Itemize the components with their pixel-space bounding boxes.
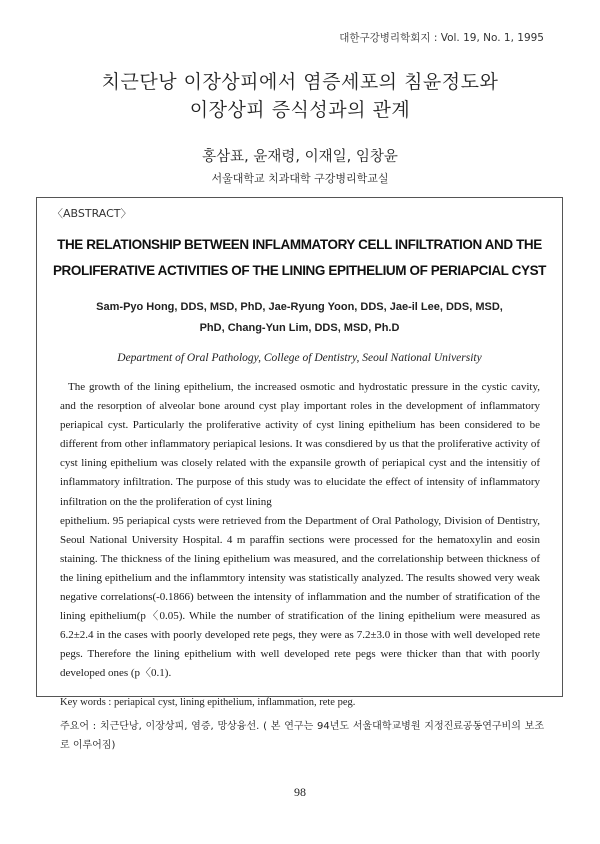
english-affiliation: Department of Oral Pathology, College of Dentistry, Seoul National University bbox=[117, 352, 482, 364]
korean-title-line2: 이장상피 증식성과의 관계 bbox=[189, 99, 411, 121]
english-authors bbox=[36, 297, 563, 339]
korean-title bbox=[0, 68, 600, 124]
korean-keywords: 주요어 : 치근단낭, 이장상피, 염증, 망상융선. ( 본 연구는 94년도 서울대학교병원 지정진료공동연구비의 보조로 이루어짐) bbox=[60, 721, 544, 751]
journal-header: 대한구강병리학회지 : Vol. 19, No. 1, 1995 bbox=[339, 32, 544, 44]
english-title bbox=[36, 232, 563, 284]
korean-affiliation: 서울대학교 치과대학 구강병리학교실 bbox=[211, 172, 389, 185]
abstract-label: 〈ABSTRACT〉 bbox=[52, 207, 132, 220]
korean-title-line1: 치근단낭 이장상피에서 염증세포의 침윤정도와 bbox=[101, 71, 499, 93]
english-authors-line2: PhD, Chang-Yun Lim, DDS, MSD, Ph.D bbox=[199, 322, 400, 334]
abstract-paragraph-2: epithelium. 95 periapical cysts were retrieved from the Department of Oral Pathology, Division of Dentistry, Seoul National University Hospital. 4 m paraffin sections were processed for the hematoxylin and eosin staining. The thickness of the lining epithelium was measured, and the correlationship between thickness of the lining epithelium and the inflammtory intensity was statistically analyzed. The results showed very weak negative correlations(-0.1866) between the intensity of inflammation and the number of stratification of the lining epithelium(p〈0.05). While the number of stratification of the lining epithelium were measured as 6.2±2.4 in the cases with poorly developed rete pegs, they were as 7.2±3.0 in those with well developed rete pegs. Therefore the lining epithelium with well developed rete pegs were thicker than that with poorly developed ones (p〈0.1). bbox=[60, 514, 540, 680]
english-title-line2: PROLIFERATIVE ACTIVITIES OF THE LINING EPITHELIUM OF PERIAPCIAL CYST bbox=[52, 263, 547, 278]
english-title-line1: THE RELATIONSHIP BETWEEN INFLAMMATORY CELL INFILTRATION AND THE bbox=[57, 237, 542, 252]
page-number: 98 bbox=[294, 785, 306, 799]
keywords: Key words : periapical cyst, lining epithelium, inflammation, rete peg. bbox=[60, 697, 356, 708]
abstract-body bbox=[60, 378, 540, 684]
abstract-paragraph-1: The growth of the lining epithelium, the increased osmotic and hydrostatic pressure in the cystic cavity, and the resorption of alveolar bone around cyst play important roles in the development of inflammatory periapical cyst. Particularly the proliferative activity of cyst lining epithelium has been considered to be different from other inflammatory periapical lesions. It was consdiered by us that the proliferative activity of cyst lining epithelium was closely related with the expansile growth of periapical cyst and the intensitiy of inflammatory infiltration. The purpose of this study was to elucidate the effect of intensity of inflammatory infiltration on the the proliferation of cyst lining bbox=[60, 381, 540, 508]
english-authors-line1: Sam-Pyo Hong, DDS, MSD, PhD, Jae-Ryung Yoon, DDS, Jae-il Lee, DDS, MSD, bbox=[96, 301, 503, 313]
korean-authors: 홍삼표, 윤재령, 이재일, 임창윤 bbox=[202, 149, 398, 165]
